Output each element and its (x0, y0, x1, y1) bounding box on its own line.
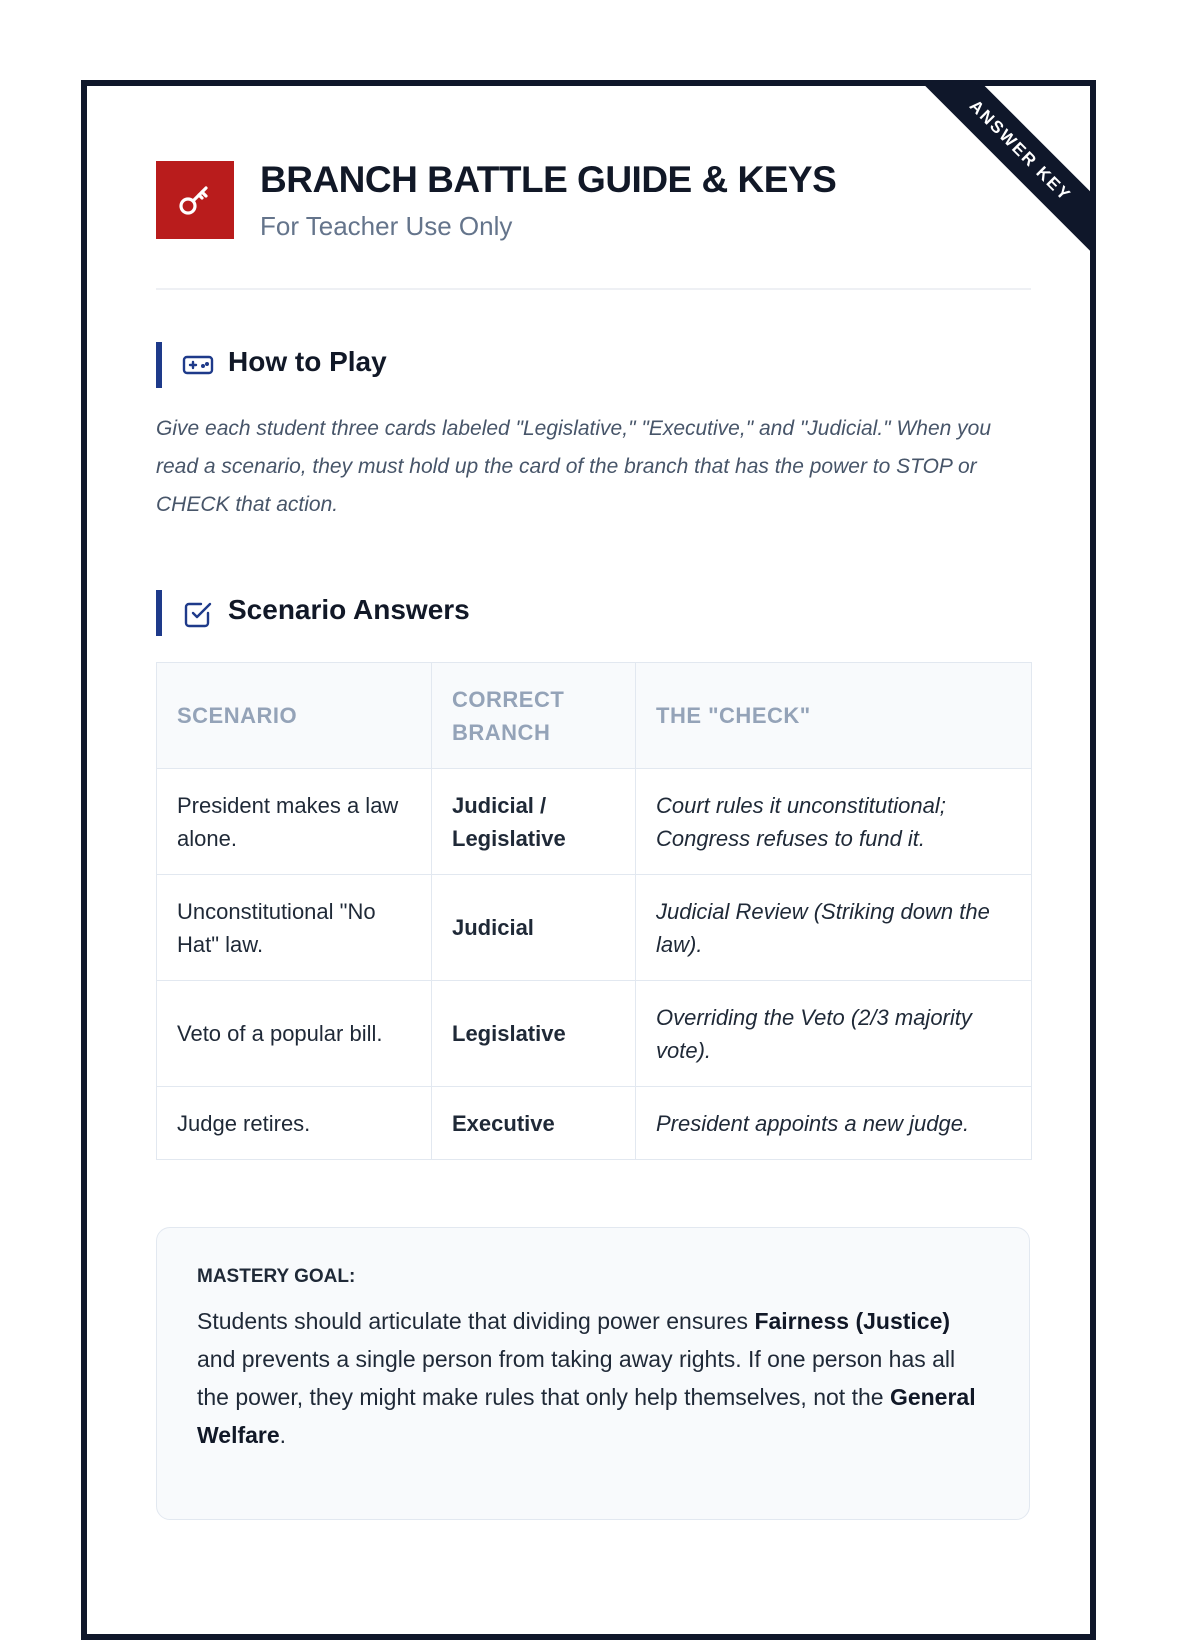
scenario-answers-title: Scenario Answers (228, 594, 470, 625)
section-accent-bar (156, 590, 162, 636)
check-cell: Judicial Review (Striking down the law). (636, 875, 1032, 981)
scenario-cell: Judge retires. (157, 1087, 432, 1160)
mastery-bold-general-welfare: General Welfare (197, 1384, 976, 1448)
check-cell: President appoints a new judge. (636, 1087, 1032, 1160)
table-row (157, 1087, 1032, 1160)
table-row (157, 875, 1032, 981)
page-subtitle: For Teacher Use Only (260, 211, 513, 241)
answer-key-sheet (81, 80, 1096, 1640)
page-header (156, 161, 1031, 290)
table-header-row (157, 663, 1032, 769)
column-header-scenario: SCENARIO (157, 663, 432, 769)
gamepad-icon (182, 350, 214, 380)
section-accent-bar (156, 342, 162, 388)
mastery-text-part: Students should articulate that dividing power ensures (197, 1308, 755, 1334)
key-icon (156, 161, 234, 239)
mastery-bold-fairness: Fairness (Justice) (754, 1308, 951, 1334)
mastery-text-part: . (279, 1422, 287, 1448)
scenario-answers-heading (156, 590, 1031, 636)
scenario-answers-table (156, 662, 1032, 1160)
mastery-goal-text (197, 1302, 989, 1454)
table-row (157, 769, 1032, 875)
check-cell: Court rules it unconstitutional; Congress refuses to fund it. (636, 769, 1032, 875)
mastery-goal-box (156, 1227, 1030, 1520)
branch-cell: Legislative (432, 981, 636, 1087)
checkbox-icon (182, 598, 214, 628)
column-header-check: THE "CHECK" (636, 663, 1032, 769)
page-title: BRANCH BATTLE GUIDE & KEYS (260, 159, 837, 200)
how-to-play-text: Give each student three cards labeled "Legislative," "Executive," and "Judicial." When you read a scenario, they must hold up the card of the branch that has the power to STOP or CHECK that action. (156, 417, 992, 516)
scenario-cell: Veto of a popular bill. (157, 981, 432, 1087)
scenario-cell: Unconstitutional "No Hat" law. (157, 875, 432, 981)
how-to-play-title: How to Play (228, 346, 387, 377)
mastery-goal-label: MASTERY GOAL: (197, 1266, 356, 1287)
mastery-text-part: and prevents a single person from taking away rights. If one person has all the power, they might make rules that only help themselves, not the (197, 1346, 956, 1410)
branch-cell: Judicial (432, 875, 636, 981)
scenario-cell: President makes a law alone. (157, 769, 432, 875)
how-to-play-heading (156, 342, 1031, 388)
check-cell: Overriding the Veto (2/3 majority vote). (636, 981, 1032, 1087)
branch-cell: Judicial / Legislative (432, 769, 636, 875)
table-row (157, 981, 1032, 1087)
branch-cell: Executive (432, 1087, 636, 1160)
column-header-branch: CORRECT BRANCH (432, 663, 636, 769)
answer-key-ribbon: ANSWER KEY (913, 80, 1096, 258)
